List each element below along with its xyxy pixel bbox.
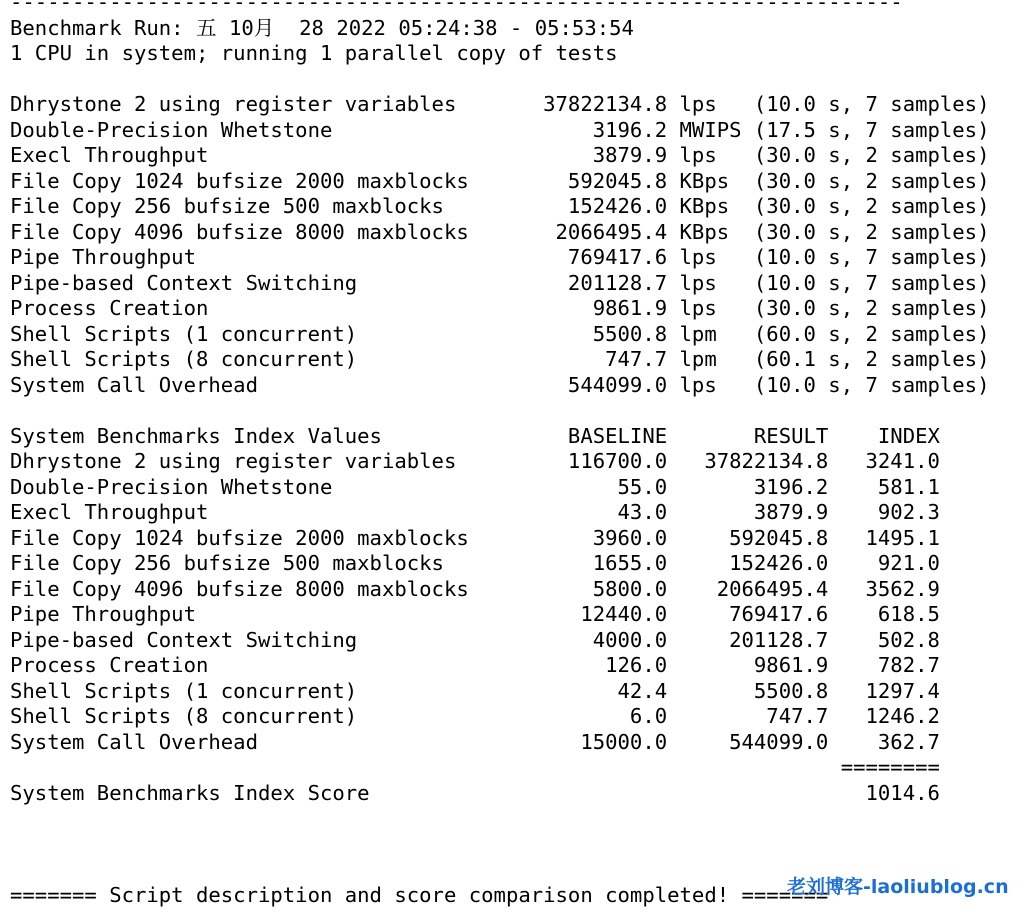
terminal-line: Process Creation 9861.9 lps (30.0 s, 2 samples) (10, 296, 990, 320)
terminal-line: System Benchmarks Index Values BASELINE RESULT INDEX (10, 423, 940, 448)
terminal-line: Shell Scripts (8 concurrent) 747.7 lpm (60.1 s, 2 samples) (10, 347, 990, 371)
watermark: 老刘博客-laoliublog.cn (787, 876, 1009, 898)
terminal-line: Dhrystone 2 using register variables 116700.0 37822134.8 3241.0 (10, 449, 940, 473)
terminal-line (10, 832, 989, 858)
terminal-line: File Copy 4096 bufsize 8000 maxblocks 5800.0 2066495.4 3562.9 (10, 576, 940, 601)
terminal-line: Process Creation 126.0 9861.9 782.7 (10, 653, 940, 677)
terminal-line: ======== (10, 755, 940, 779)
terminal-line: File Copy 256 bufsize 500 maxblocks 1655.0 152426.0 921.0 (10, 551, 940, 575)
terminal-line (10, 67, 989, 93)
terminal-line: Pipe-based Context Switching 201128.7 lps (10.0 s, 7 samples) (10, 270, 990, 295)
terminal-line: File Copy 1024 bufsize 2000 maxblocks 3960.0 592045.8 1495.1 (10, 525, 940, 550)
terminal-line: File Copy 256 bufsize 500 maxblocks 152426.0 KBps (30.0 s, 2 samples) (10, 194, 990, 218)
terminal-line: Double-Precision Whetstone 3196.2 MWIPS (17.5 s, 7 samples) (10, 117, 990, 142)
terminal-line: 1 CPU in system; running 1 parallel copy of tests (10, 41, 618, 65)
terminal-output (10, 0, 989, 908)
terminal-line: Benchmark Run: 五 10月 28 2022 05:24:38 - 05:53:54 (10, 15, 634, 40)
terminal-line (10, 806, 989, 832)
terminal-line: System Benchmarks Index Score 1014.6 (10, 780, 940, 805)
terminal-line: Execl Throughput 3879.9 lps (30.0 s, 2 samples) (10, 143, 990, 167)
terminal-line: Shell Scripts (8 concurrent) 6.0 747.7 1246.2 (10, 704, 940, 728)
terminal-line: Pipe Throughput 12440.0 769417.6 618.5 (10, 602, 940, 626)
terminal-line: ======= Script description and score comparison completed! ======= (10, 882, 829, 907)
terminal-line: Execl Throughput 43.0 3879.9 902.3 (10, 500, 940, 524)
terminal-line: System Call Overhead 544099.0 lps (10.0 s, 7 samples) (10, 372, 990, 397)
terminal-line: File Copy 4096 bufsize 8000 maxblocks 2066495.4 KBps (30.0 s, 2 samples) (10, 219, 990, 244)
terminal-line: File Copy 1024 bufsize 2000 maxblocks 592045.8 KBps (30.0 s, 2 samples) (10, 168, 990, 193)
terminal-line: Pipe-based Context Switching 4000.0 201128.7 502.8 (10, 627, 940, 652)
terminal-line: Pipe Throughput 769417.6 lps (10.0 s, 7 samples) (10, 245, 990, 269)
terminal-line (10, 398, 989, 424)
terminal-line: Shell Scripts (1 concurrent) 42.4 5500.8 1297.4 (10, 678, 940, 703)
terminal-line: Double-Precision Whetstone 55.0 3196.2 581.1 (10, 474, 940, 499)
terminal-line: System Call Overhead 15000.0 544099.0 362.7 (10, 729, 940, 754)
terminal-line: Shell Scripts (1 concurrent) 5500.8 lpm (60.0 s, 2 samples) (10, 321, 990, 346)
terminal-line: ------------------------------------------------------------------------ (10, 0, 903, 14)
terminal-line: Dhrystone 2 using register variables 37822134.8 lps (10.0 s, 7 samples) (10, 92, 990, 116)
